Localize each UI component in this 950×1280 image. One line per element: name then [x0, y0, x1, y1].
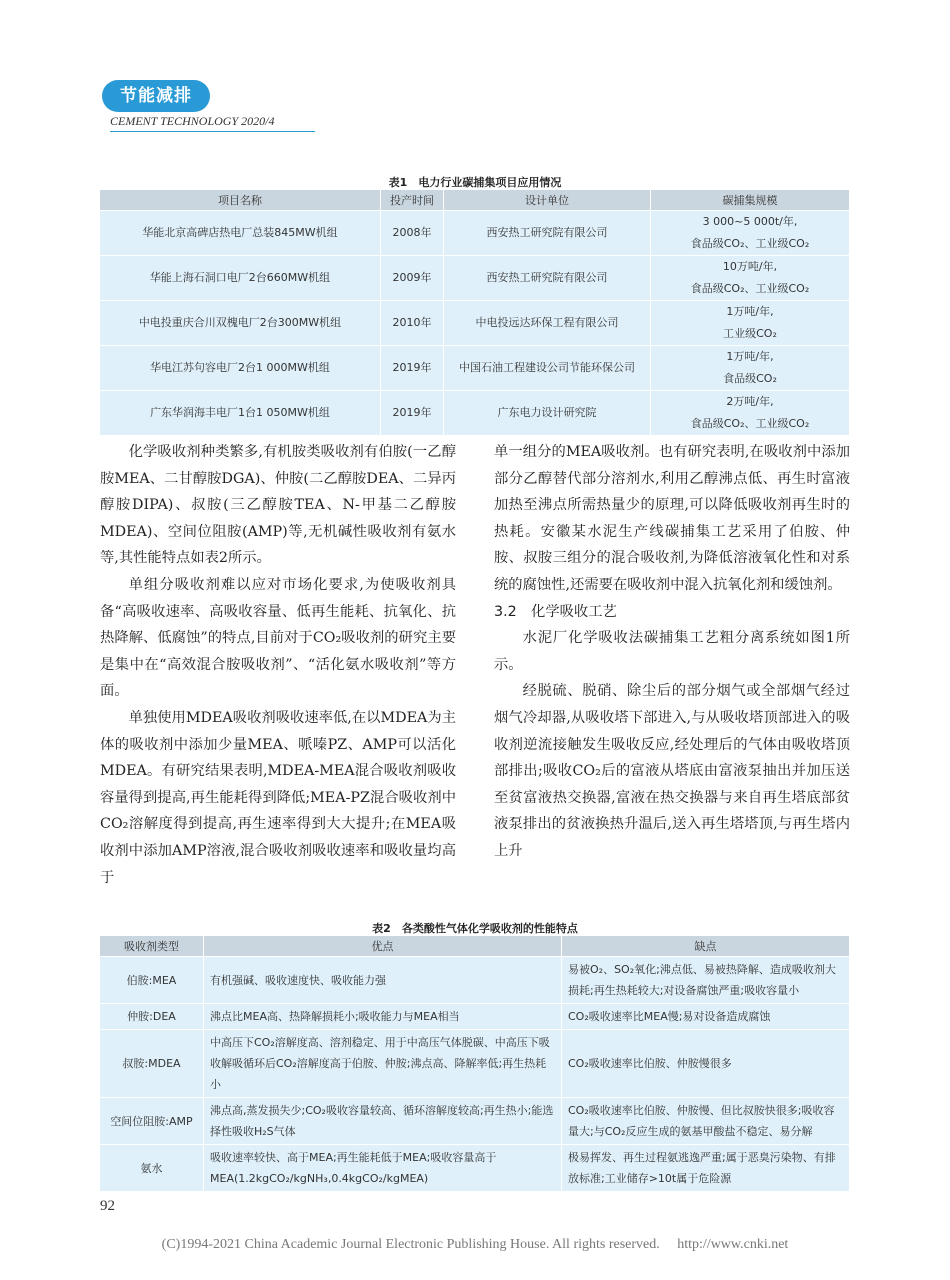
page-number: 92: [100, 1198, 115, 1214]
table-cell: 有机强碱、吸收速度快、吸收能力强: [204, 957, 562, 1004]
copyright-footer: (C)1994-2021 China Academic Journal Electronic Publishing House. All rights reserved. http://www.cnki.net: [161, 1237, 789, 1252]
scale-line: 食品级CO₂、工业级CO₂: [690, 237, 810, 250]
table-cell: 空间位阻胺:AMP: [100, 1098, 204, 1145]
table-cell: 伯胺:MEA: [100, 957, 204, 1004]
table-cell: 沸点高,蒸发损失少;CO₂吸收容量较高、循环溶解度较高;再生热小;能选择性吸收H₂S气体: [204, 1098, 562, 1145]
table-row: [100, 1004, 850, 1030]
table1: [100, 190, 850, 436]
table-cell: [651, 211, 850, 256]
table-cell: 叔胺:MDEA: [100, 1030, 204, 1098]
table2-caption: 表2 各类酸性气体化学吸收剂的性能特点: [372, 922, 578, 935]
table-cell: [651, 391, 850, 436]
table-cell: 2019年: [381, 391, 444, 436]
journal-title: CEMENT TECHNOLOGY 2020/4: [110, 114, 275, 128]
table-cell: 西安热工研究院有限公司: [444, 211, 651, 256]
table2-header-row: [100, 936, 850, 957]
table-cell: [651, 346, 850, 391]
table-cell: [651, 301, 850, 346]
table-row: [100, 346, 850, 391]
table2-header-type: 吸收剂类型: [100, 936, 204, 957]
table2: [100, 936, 850, 1192]
table-cell: CO₂吸收速率比伯胺、仲胺慢很多: [562, 1030, 850, 1098]
paragraph: 化学吸收剂种类繁多,有机胺类吸收剂有伯胺(一乙醇胺MEA、二甘醇胺DGA)、仲胺(二乙醇胺DEA、二异丙醇胺DIPA)、叔胺(三乙醇胺TEA、N-甲基二乙醇胺MDEA)、空间位阻胺(AMP)等,无机碱性吸收剂有氨水等,其性能特点如表2所示。: [100, 444, 456, 567]
table2-header-cons: 缺点: [562, 936, 850, 957]
section-badge: 节能减排: [102, 80, 210, 112]
left-column: [100, 439, 456, 891]
section-heading: 3.2 化学吸收工艺: [494, 603, 617, 620]
table-cell: 中电投重庆合川双槐电厂2台300MW机组: [100, 301, 381, 346]
table-cell: 华电江苏句容电厂2台1 000MW机组: [100, 346, 381, 391]
scale-line: 食品级CO₂、工业级CO₂: [690, 417, 810, 430]
paragraph: 单一组分的MEA吸收剂。也有研究表明,在吸收剂中添加部分乙醇替代部分溶剂水,利用乙醇沸点低、再生时富液加热至沸点所需热量少的原理,可以降低吸收剂再生时的热耗。安徽某水泥生产线碳捕集工艺采用了伯胺、仲胺、叔胺三组分的混合吸收剂,为降低溶液氧化性和对系统的腐蚀性,还需要在吸收剂中混入抗氧化剂和缓蚀剂。: [494, 444, 850, 593]
table-cell: CO₂吸收速率比MEA慢;易对设备造成腐蚀: [562, 1004, 850, 1030]
paragraph: 水泥厂化学吸收法碳捕集工艺粗分离系统如图1所示。: [494, 630, 850, 673]
table-cell: 氨水: [100, 1145, 204, 1192]
table-cell: 仲胺:DEA: [100, 1004, 204, 1030]
table-cell: 2008年: [381, 211, 444, 256]
table1-header-row: [100, 190, 850, 211]
table1-header-name: 项目名称: [100, 190, 381, 211]
table-cell: 吸收速率较快、高于MEA;再生能耗低于MEA;吸收容量高于MEA(1.2kgCO₂/kgNH₃,0.4kgCO₂/kgMEA): [204, 1145, 562, 1192]
scale-line: 10万吨/年,: [722, 260, 778, 273]
table-cell: 华能北京高碑店热电厂总装845MW机组: [100, 211, 381, 256]
table1-header-scale: 碳捕集规模: [651, 190, 850, 211]
table-cell: 西安热工研究院有限公司: [444, 256, 651, 301]
table-cell: CO₂吸收速率比伯胺、仲胺慢、但比叔胺快很多;吸收容量大;与CO₂反应生成的氨基甲酸盐不稳定、易分解: [562, 1098, 850, 1145]
table-cell: 广东电力设计研究院: [444, 391, 651, 436]
table-cell: 中电投远达环保工程有限公司: [444, 301, 651, 346]
table-row: [100, 211, 850, 256]
table1-header-designer: 设计单位: [444, 190, 651, 211]
paragraph: 单组分吸收剂难以应对市场化要求,为使吸收剂具备“高吸收速率、高吸收容量、低再生能耗、抗氧化、抗热降解、低腐蚀”的特点,目前对于CO₂吸收剂的研究主要是集中在“高效混合胺吸收剂”、“活化氨水吸收剂”等方面。: [100, 576, 456, 700]
table-row: [100, 391, 850, 436]
scale-line: 2万吨/年,: [726, 395, 774, 408]
table-cell: [651, 256, 850, 301]
journal-rule: [110, 131, 315, 132]
table-row: [100, 1145, 850, 1192]
scale-line: 1万吨/年,: [726, 350, 774, 363]
table-cell: 2019年: [381, 346, 444, 391]
table-cell: 2009年: [381, 256, 444, 301]
table2-header-pros: 优点: [204, 936, 562, 957]
paragraph: 经脱硫、脱硝、除尘后的部分烟气或全部烟气经过烟气冷却器,从吸收塔下部进入,与从吸收塔顶部进入的吸收剂逆流接触发生吸收反应,经处理后的气体由吸收塔顶部排出;吸收CO₂后的富液从塔底由富液泵抽出并加压送至贫富液热交换器,富液在热交换器与来自再生塔底部贫液泵排出的贫液换热升温后,送入再生塔塔顶,与再生塔内上升: [494, 683, 850, 859]
table1-header-year: 投产时间: [381, 190, 444, 211]
table-cell: 易被O₂、SO₂氧化;沸点低、易被热降解、造成吸收剂大损耗;再生热耗较大;对设备腐蚀严重;吸收容量小: [562, 957, 850, 1004]
scale-line: 食品级CO₂、工业级CO₂: [690, 282, 810, 295]
table-row: [100, 1098, 850, 1145]
paragraph: 单独使用MDEA吸收剂吸收速率低,在以MDEA为主体的吸收剂中添加少量MEA、哌嗪PZ、AMP可以活化MDEA。有研究结果表明,MDEA-MEA混合吸收剂吸收容量得到提高,再生能耗得到降低;MEA-PZ混合吸收剂中CO₂溶解度得到提高,再生速率得到大大提升;在MEA吸收剂中添加AMP溶液,混合吸收剂吸收速率和吸收量均高于: [100, 709, 456, 886]
scale-line: 3 000~5 000t/年,: [702, 215, 798, 228]
table-row: [100, 957, 850, 1004]
table-cell: 沸点比MEA高、热降解损耗小;吸收能力与MEA相当: [204, 1004, 562, 1030]
table1-caption: 表1 电力行业碳捕集项目应用情况: [388, 176, 562, 189]
scale-line: 食品级CO₂: [723, 372, 777, 385]
scale-line: 工业级CO₂: [723, 327, 777, 340]
table-row: [100, 1030, 850, 1098]
scale-line: 1万吨/年,: [726, 305, 774, 318]
table-cell: 华能上海石洞口电厂2台660MW机组: [100, 256, 381, 301]
table-cell: 2010年: [381, 301, 444, 346]
table-row: [100, 301, 850, 346]
table-row: [100, 256, 850, 301]
table-cell: 极易挥发、再生过程氨逃逸严重;属于恶臭污染物、有排放标准;工业储存>10t属于危险源: [562, 1145, 850, 1192]
table-cell: 中国石油工程建设公司节能环保公司: [444, 346, 651, 391]
table-cell: 广东华润海丰电厂1台1 050MW机组: [100, 391, 381, 436]
right-column: [494, 439, 850, 865]
table-cell: 中高压下CO₂溶解度高、溶剂稳定、用于中高压气体脱碳、中高压下吸收解吸循环后CO₂溶解度高于伯胺、仲胺;沸点高、降解率低;再生热耗小: [204, 1030, 562, 1098]
